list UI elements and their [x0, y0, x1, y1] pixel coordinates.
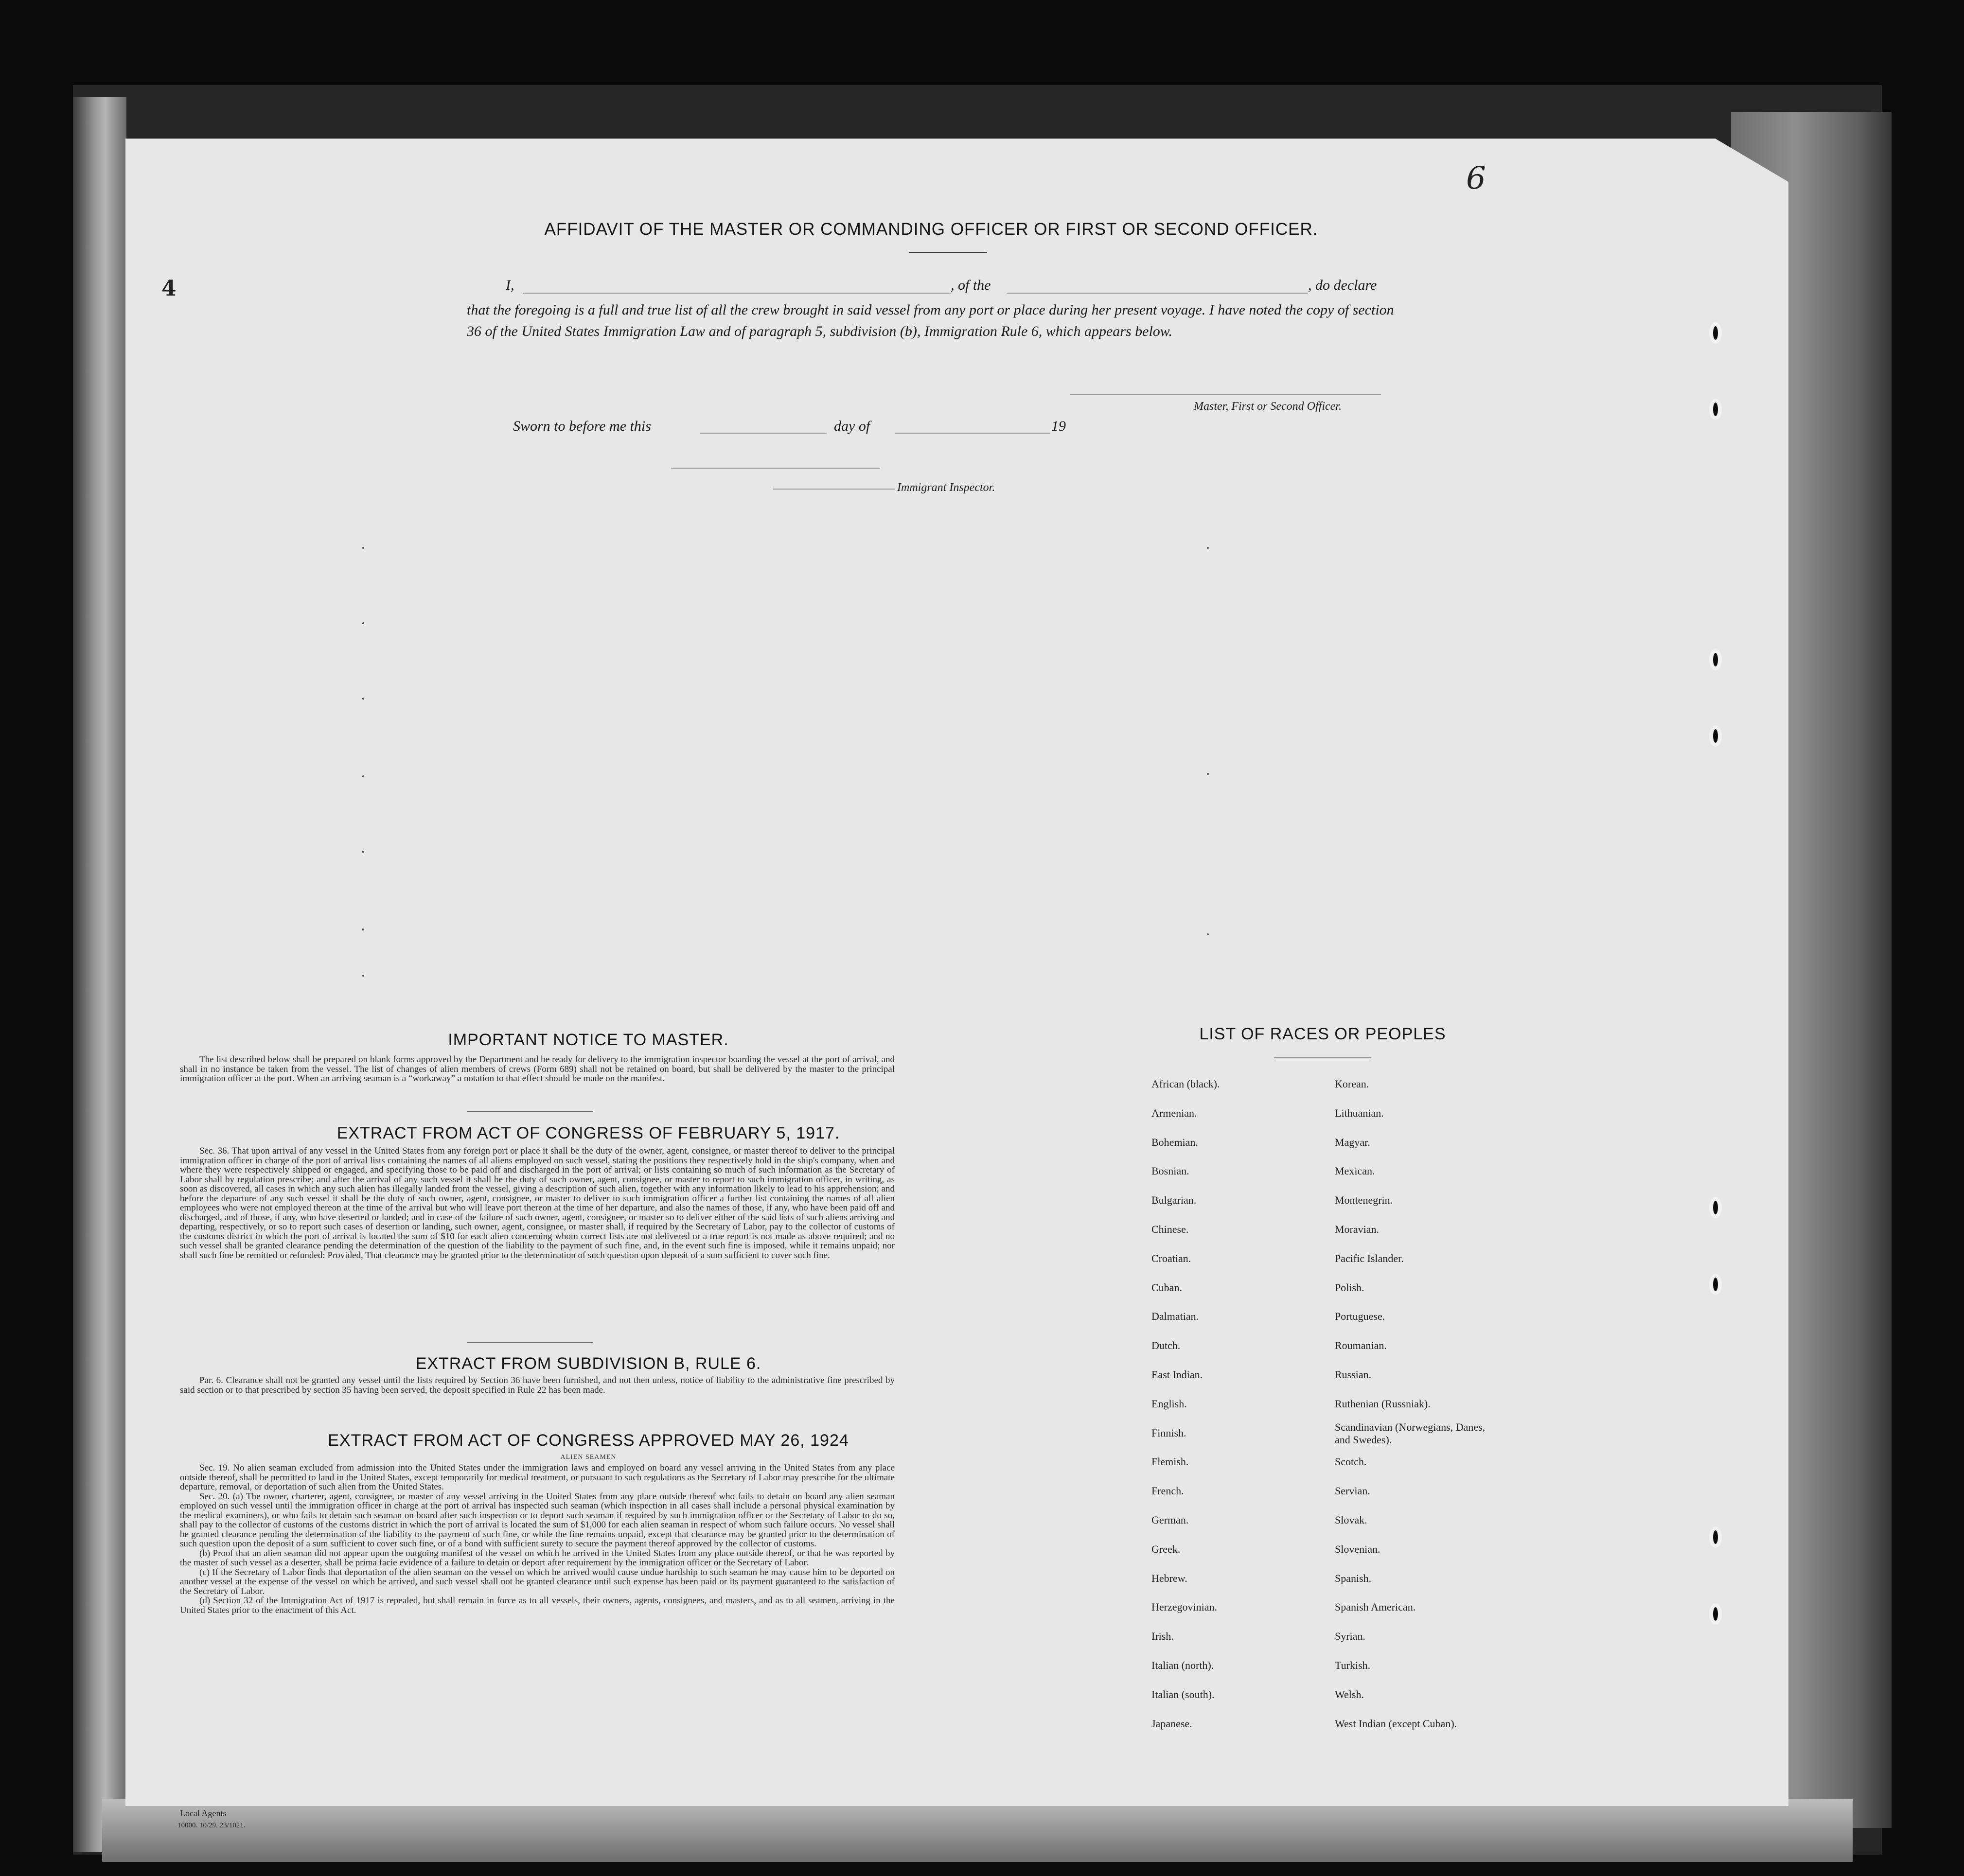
- title-rule: [909, 252, 987, 253]
- declare-label: , do declare: [1308, 277, 1377, 293]
- affiant-label: I,: [506, 277, 514, 293]
- race-item: Ruthenian (Russniak).: [1335, 1397, 1431, 1410]
- footer-agents: Local Agents: [180, 1808, 227, 1818]
- race-item: Armenian.: [1151, 1106, 1197, 1119]
- race-item: German.: [1151, 1514, 1189, 1526]
- affiant-name-line: [523, 293, 951, 294]
- races-rule: [1274, 1057, 1371, 1058]
- bleed-mark: [1207, 547, 1209, 549]
- extract-1917-text: Sec. 36. That upon arrival of any vessel in the United States from any foreign port or place it shall be the duty of the owner, agent, consignee, or master thereof to deliver to the principal immigration officer in charge of the port of arrival lists containing the names of all aliens employed on such vessel, stating the positions they respectively hold in the ship's company, when and where they were respectively shipped or engaged, and specifying those to be paid off and discharged in the port of arrival; or lists containing so much of such information as the Secretary of Labor shall by regulation prescribe; and after the arrival of any such vessel it shall be the duty of such owner, agent, consignee, or master to report to such immigration officer, in writing, as soon as discovered, all cases in which any such alien has illegally landed from the vessel, giving a description of such alien, together with any information likely to lead to his apprehension; and before the departure of any such vessel it shall be the duty of such owner, agent, consignee, or master to deliver to such immigration officer a further list containing the names of all alien employees who were not employed thereon at the time of the arrival but who will leave port thereon at the time of her departure, and also the names of those, if any, who have been paid off and discharged, and of those, if any, who have deserted or landed; and in case of the failure of such owner, agent, consignee, or master so to deliver either of the said lists of such aliens arriving and departing, respectively, or so to report such cases of desertion or landing, such owner, agent, consignee, or master shall, if required by the Secretary of Labor, pay to the collector of customs of the customs district in which the port of arrival is located the sum of $10 for each alien concerning whom correct lists are not delivered or a true report is not made as above required; and no such vessel shall be granted clearance pending the determination of the question of the liability to the payment of such fine, and, in the event such fine is imposed, while it remains unpaid; nor shall such fine be remitted or refunded: Provided, That clearance may be granted prior to the determination of such question upon deposit of a sum sufficient to cover such fine.: [180, 1146, 895, 1261]
- affidavit-title: AFFIDAVIT OF THE MASTER OR COMMANDING OFFICER OR FIRST OR SECOND OFFICER.: [544, 220, 1318, 239]
- race-item: Servian.: [1335, 1485, 1370, 1497]
- race-item: Hebrew.: [1151, 1572, 1187, 1584]
- race-item: Croatian.: [1151, 1252, 1191, 1264]
- extract-1924-sec20a: Sec. 20. (a) The owner, charterer, agent, consignee, or master of any vessel arriving in the United States from any place outside thereof who fails to detain on board any alien seaman employed on such vessel until the immigration officer in charge at the port of arrival has inspected such seaman (which inspection in all cases shall include a personal physical examination by the medical examiners), or who fails to detain such seaman on board after such inspection or to deport such seaman if required by such immigration officer or the Secretary of Labor to do so, shall pay to the collector of customs of the customs district in which the port of arrival is located the sum of $1,000 for each alien seaman in respect of whom such failure occurs. No vessel shall be granted clearance pending the determination of the liability to the payment of such fine, or while the fine remains unpaid, except that clearance may be granted prior to the determination of such question upon the deposit of a sum sufficient to cover such fine, or of a bond with sufficient surety to secure the payment thereof approved by the collector of customs.: [180, 1491, 895, 1549]
- inspector-label: Immigrant Inspector.: [897, 481, 995, 494]
- extract-1917-title: EXTRACT FROM ACT OF CONGRESS OF FEBRUARY 5, 1917.: [336, 1124, 840, 1142]
- race-item: Bohemian.: [1151, 1136, 1198, 1148]
- race-item: Welsh.: [1335, 1688, 1364, 1701]
- extract-1924-subtitle: ALIEN SEAMEN: [560, 1454, 617, 1461]
- stacked-pages-left-edge: [73, 97, 126, 1852]
- section-divider: [467, 1111, 593, 1112]
- race-item: Dalmatian.: [1151, 1310, 1199, 1323]
- race-item: Spanish.: [1335, 1572, 1372, 1584]
- race-item: Mexican.: [1335, 1165, 1375, 1177]
- punch-hole: [1709, 1526, 1722, 1548]
- race-item: Italian (north).: [1151, 1659, 1214, 1671]
- bleed-mark: [1207, 933, 1209, 935]
- race-item: Chinese.: [1151, 1223, 1189, 1235]
- race-item: Finnish.: [1151, 1426, 1186, 1439]
- race-item: Cuban.: [1151, 1281, 1182, 1294]
- punch-hole: [1709, 649, 1722, 670]
- extract-rule6-title: EXTRACT FROM SUBDIVISION B, RULE 6.: [415, 1354, 761, 1373]
- punch-hole: [1709, 399, 1722, 420]
- punch-hole: [1709, 1603, 1722, 1625]
- race-item: Montenegrin.: [1335, 1194, 1393, 1207]
- race-item: West Indian (except Cuban).: [1335, 1717, 1457, 1730]
- race-item: Greek.: [1151, 1543, 1181, 1555]
- extract-1924-sec19: Sec. 19. No alien seaman excluded from admission into the United States under the immigration laws and employed on board any vessel arriving in the United States from any place outside thereof, shall be permitted to land in the United States, except temporarily for medical treatment, or pursuant to such regulations as the Secretary of Labor may prescribe for the ultimate departure, removal, or deportation of such alien from the United States.: [180, 1463, 895, 1492]
- race-item: Slovenian.: [1335, 1543, 1380, 1555]
- bleed-mark: [362, 975, 364, 977]
- vessel-of-the-label: , of the: [951, 277, 991, 293]
- race-item: Japanese.: [1151, 1717, 1192, 1730]
- races-title: LIST OF RACES OR PEOPLES: [1199, 1025, 1446, 1043]
- bleed-mark: [362, 547, 364, 549]
- race-item: Syrian.: [1335, 1630, 1365, 1643]
- race-item: Scotch.: [1335, 1455, 1367, 1468]
- race-item: Portuguese.: [1335, 1310, 1385, 1323]
- race-item: Irish.: [1151, 1630, 1174, 1643]
- race-item: Roumanian.: [1335, 1339, 1387, 1352]
- handwritten-page-number: 6: [1466, 160, 1486, 196]
- bleed-mark: [362, 775, 364, 777]
- race-item: Polish.: [1335, 1281, 1364, 1294]
- extract-rule6-text: Par. 6. Clearance shall not be granted any vessel until the lists required by Section 36 have been furnished, and not then unless, notice of liability to the administrative fine prescribed by said section or to that prescribed by section 35 having been served, the deposit specified in Rule 22 has been made.: [180, 1375, 895, 1395]
- race-item: Russian.: [1335, 1368, 1372, 1381]
- race-item: Dutch.: [1151, 1339, 1181, 1352]
- race-item: Magyar.: [1335, 1136, 1370, 1148]
- race-item: Lithuanian.: [1335, 1106, 1384, 1119]
- race-item: Pacific Islander.: [1335, 1252, 1404, 1264]
- race-item: Turkish.: [1335, 1659, 1371, 1671]
- master-signature-label: Master, First or Second Officer.: [1194, 400, 1342, 413]
- race-item: English.: [1151, 1397, 1187, 1410]
- sworn-label: Sworn to before me this: [513, 418, 651, 434]
- punch-hole: [1709, 1274, 1722, 1295]
- race-item: Flemish.: [1151, 1455, 1189, 1468]
- race-item: Italian (south).: [1151, 1688, 1215, 1701]
- day-of-label: day of: [834, 418, 870, 434]
- race-item: French.: [1151, 1485, 1184, 1497]
- race-item: Scandinavian (Norwegians, Danes, and Swedes).: [1335, 1420, 1486, 1446]
- punch-hole: [1709, 725, 1722, 747]
- section-divider: [467, 1342, 593, 1343]
- race-item: Moravian.: [1335, 1223, 1380, 1235]
- bleed-mark: [362, 698, 364, 700]
- race-item: Slovak.: [1335, 1514, 1367, 1526]
- notice-text: The list described below shall be prepared on blank forms approved by the Department and be ready for delivery to the immigration inspector boarding the vessel at the port of arrival, and shall in no instance be taken from the vessel. The list of changes of alien members of crews (Form 689) shall not be retained on board, but shall be delivered by the master to the principal immigration officer at the port. When an arriving seaman is a “workaway” a notation to that effect should be made on the manifest.: [180, 1054, 895, 1084]
- bleed-mark: [362, 622, 364, 624]
- year-prefix: 19: [1051, 418, 1066, 434]
- extract-1924-sec20d: (d) Section 32 of the Immigration Act of 1917 is repealed, but shall remain in force as to all vessels, their owners, agents, consignees, and masters, and as to all seamen, arriving in the United States prior to the enactment of this Act.: [180, 1595, 895, 1615]
- race-item: African (black).: [1151, 1078, 1220, 1090]
- race-item: Herzegovinian.: [1151, 1601, 1217, 1613]
- sworn-month-line: [895, 433, 1050, 434]
- extract-1924-title: EXTRACT FROM ACT OF CONGRESS APPROVED MAY 26, 1924: [328, 1431, 849, 1450]
- punch-hole: [1709, 322, 1722, 344]
- inspector-upper-line: [671, 468, 880, 469]
- notice-title: IMPORTANT NOTICE TO MASTER.: [448, 1031, 729, 1049]
- master-signature-line: [1070, 394, 1381, 395]
- bleed-mark: [362, 929, 364, 930]
- extract-1924-sec20b: (b) Proof that an alien seaman did not appear upon the outgoing manifest of the vessel on which he arrived in the United States from any place outside thereof, or that he was reported by the master of such vessel as a deserter, shall be prima facie evidence of a failure to detain or deport after requirement by the immigration officer or the Secretary of Labor.: [180, 1548, 895, 1568]
- extract-1924-sec20c: (c) If the Secretary of Labor finds that deportation of the alien seaman on the vessel on which he arrived would cause undue hardship to such seaman he may cause him to be deported on another vessel at the expense of the vessel on which he arrived, and such vessel shall not be granted clearance until such expense has been paid or its payment guaranteed to the satisfaction of the Secretary of Labor.: [180, 1567, 895, 1596]
- inspector-signature-line: [773, 489, 895, 490]
- race-item: East Indian.: [1151, 1368, 1203, 1381]
- bleed-mark: [1207, 773, 1209, 775]
- race-item: Bulgarian.: [1151, 1194, 1197, 1207]
- punch-hole: [1709, 1197, 1722, 1218]
- vessel-name-line: [1007, 293, 1308, 294]
- stacked-pages-bottom-edge: [102, 1799, 1853, 1862]
- bleed-mark: [362, 851, 364, 853]
- race-item: Korean.: [1335, 1078, 1369, 1090]
- handwritten-side-mark: 4: [161, 276, 177, 301]
- extract-1924-text: [180, 1463, 895, 1615]
- declaration-text: that the foregoing is a full and true list of all the crew brought in said vessel from any port or place during her present voyage. I have noted the copy of section 36 of the United States Immigration Law and of paragraph 5, subdivision (b), Immigration Rule 6, which appears below.: [467, 302, 1394, 339]
- race-item: Bosnian.: [1151, 1165, 1189, 1177]
- sworn-day-line: [700, 433, 827, 434]
- race-item: Spanish American.: [1335, 1601, 1416, 1613]
- footer-print-code: 10000. 10/29. 23/1021.: [177, 1822, 246, 1829]
